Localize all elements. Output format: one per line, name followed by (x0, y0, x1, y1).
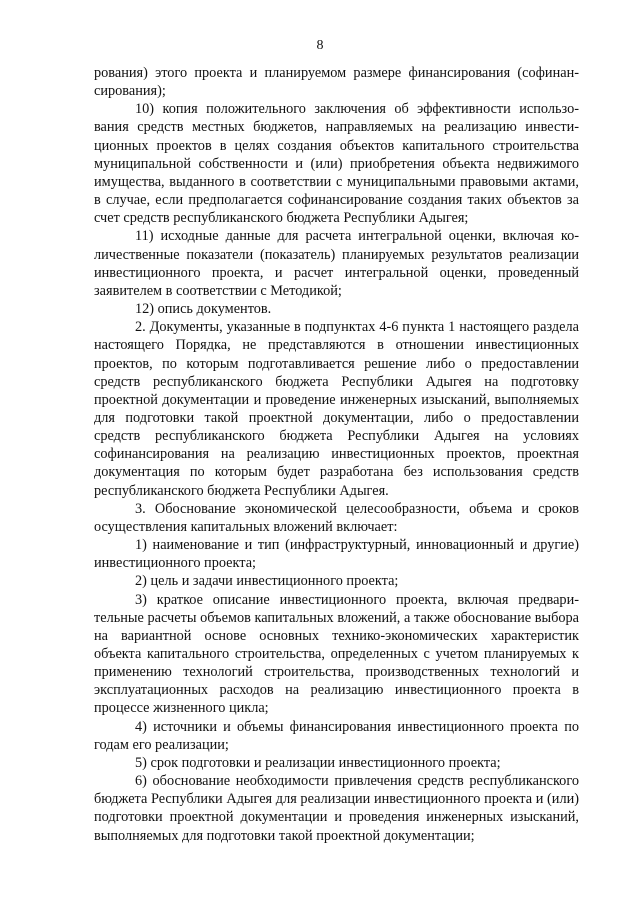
paragraph: 5) срок подготовки и реализации инвестиционного проекта; (135, 754, 501, 771)
page-number: 8 (316, 38, 324, 53)
paragraph: 6) обоснование необходимости привлечения средств республиканского бюджета Республики Адыгея для реализации инвестиционного проекта и (или) подготовки проектной документации и проведения инженерных изысканий, выполняемых для подготовки такой проектной документации; (94, 773, 579, 844)
document-body (94, 64, 579, 845)
paragraph: 3) краткое описание инвестиционного проекта, включая предварительные расчеты объемов капитальных вложений, а также обоснование выбора на вариантной основе основных технико-экономических характеристик объекта капитального строительства, определенных с учетом планируемых к применению технологий строительства, производственных технологий и эксплуатационных расходов на реализацию инвестиционного проекта в процессе жизненного цикла; (94, 591, 579, 717)
paragraph: 3. Обоснование экономической целесообразности, объема и сроков осуществления капитальных вложений включает: (94, 500, 579, 535)
paragraph: 2. Документы, указанные в подпунктах 4-6 пункта 1 настоящего раздела настоящего Порядка, не представляются в отношении инвестиционных проектов, по которым подготавливается решение либо о предоставлении средств республиканского бюджета Республики Адыгея на подготовку проектной документации и проведение инженерных изысканий, выполняемых для подготовки такой проектной документации, либо о предоставлении средств республиканского бюджета Республики Адыгея на условиях софинансирования на реализацию инвестиционных проектов, проектная документация по которым будет разработана без использования средств республиканского бюджета Республики Адыгея. (94, 319, 579, 499)
paragraph: 4) источники и объемы финансирования инвестиционного проекта по годам его реализации; (94, 718, 579, 753)
paragraph: рования) этого проекта и планируемом размере финансирования (софинансирования); (94, 65, 579, 100)
paragraph: 1) наименование и тип (инфраструктурный, инновационный и другие) инвестиционного проекта; (94, 537, 579, 572)
paragraph: 11) исходные данные для расчета интегральной оценки, включая количественные показатели (показатель) планируемых результатов реализации инвестиционного проекта, и расчет интегральной оценки, проведенный заявителем в соответствии с Методикой; (94, 228, 579, 299)
paragraph: 12) опись документов. (135, 301, 272, 318)
paragraph: 2) цель и задачи инвестиционного проекта; (135, 573, 399, 590)
paragraph: 10) копия положительного заключения об эффективности использования средств местных бюджетов, направляемых на реализацию инвестиционных проектов в целях создания объектов капитального строительства муниципальной собственности и (или) приобретения объекта недвижимого имущества, выданного в соответствии с муниципальными правовыми актами, в случае, если предполагается софинансирование создания таких объектов за счет средств республиканского бюджета Республики Адыгея; (94, 101, 579, 227)
